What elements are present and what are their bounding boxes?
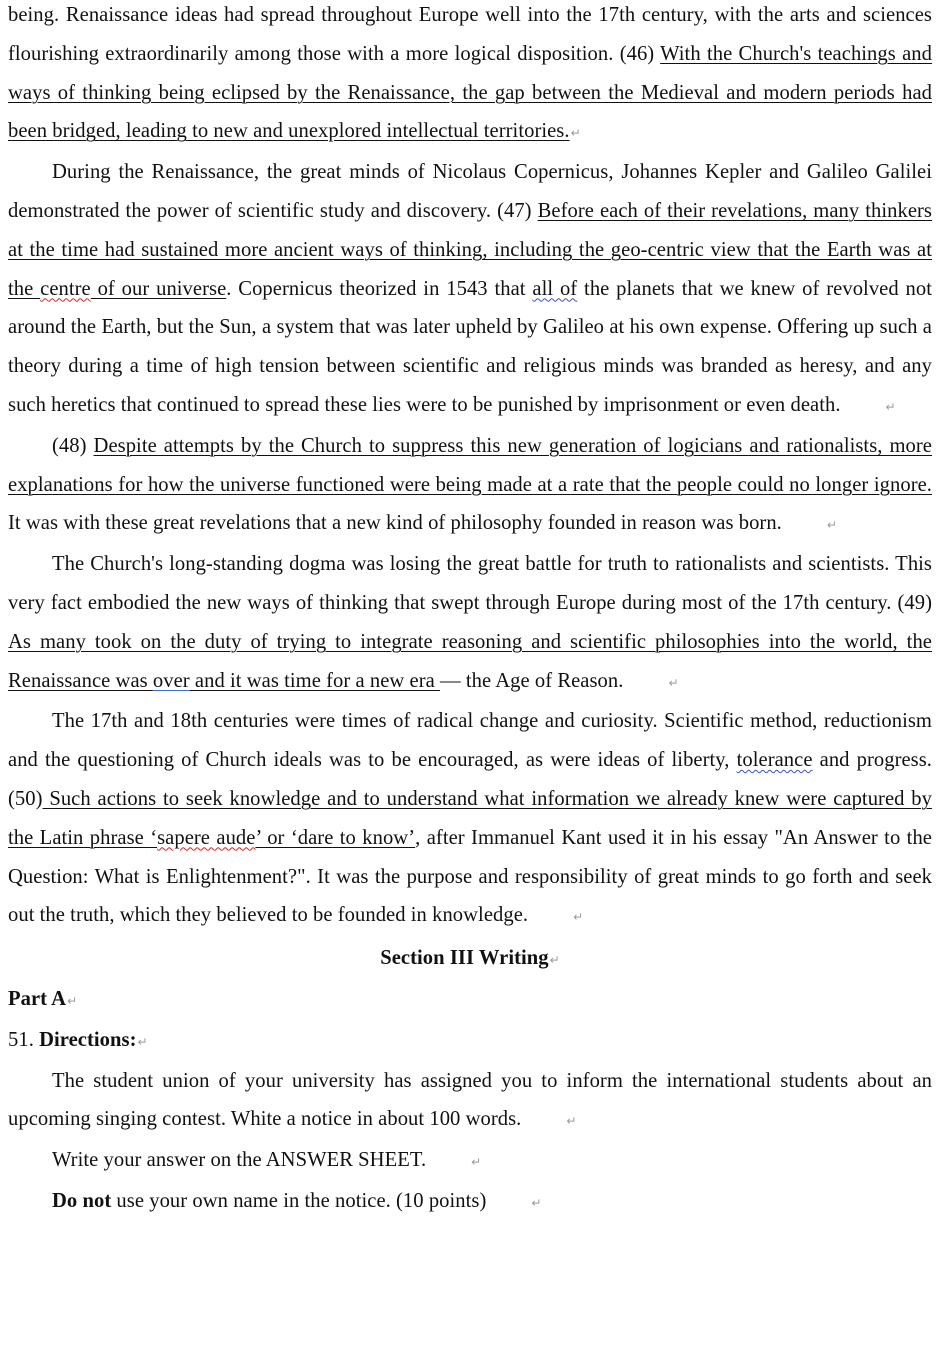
paragraph-great-minds: [8, 153, 932, 427]
section-heading-text: Section III Writing: [380, 947, 549, 970]
paragraph-mark-icon: ↵: [826, 518, 837, 533]
text-run: . Copernicus theorized in 1543 that: [226, 277, 533, 300]
name-warning-text: use your own name in the notice. (10 points): [111, 1189, 487, 1212]
paragraph-mark-icon: ↵: [137, 1034, 148, 1049]
text-run: The Church's long-standing dogma was losing the great battle for truth to rationalists and scientists. This very fact embodied the new ways of thinking that swept through Europe during most of the 17th century. (49): [8, 553, 932, 614]
paragraph-mark-icon: ↵: [885, 399, 896, 414]
text-run: During the Renaissance, the great minds of Nicolaus Copernicus, Johannes Kepler and Galileo Galilei demonstrated the power of scientific study and discovery. (47): [8, 161, 932, 222]
paragraph-mark-icon: ↵: [549, 953, 560, 968]
underlined-sentence: Such actions to seek knowledge and to understand what information we already knew were captured by the Latin phrase ‘: [8, 787, 932, 849]
text-run: , after Immanuel Kant used it in his essay "An Answer to the Question: What is Enlightenment?". It was the purpose and responsibility of great minds to go forth and seek out the truth, which they believed to be founded in knowledge.: [8, 826, 932, 927]
spelling-flagged-word: centre: [40, 277, 91, 300]
directions-body-text: The student union of your university has assigned you to inform the international students about an upcoming singing contest. White a notice in about 100 words.: [8, 1069, 932, 1131]
paragraph-renaissance-ideas: [8, 0, 932, 153]
underlined-sentence: and it was time for a new era: [189, 669, 440, 692]
spelling-flagged-word: sapere aude: [157, 826, 256, 849]
answer-instruction: [8, 1141, 932, 1182]
underlined-sentence: of our universe: [90, 277, 227, 300]
text-run: — the Age of Reason.: [440, 669, 624, 692]
grammar-flagged-word: all of: [532, 277, 578, 300]
text-run: the planets that we knew of revolved not around the Earth, but the Sun, a system that was later upheld by Galileo at his own expense. Offering up such a theory during a time of high tension between scientific and religious minds was branded as heresy, and any such heretics that continued to spread these lies were to be punished by imprisonment or even death.: [8, 277, 933, 416]
paragraph-mark-icon: ↵: [573, 910, 584, 925]
directions-body: [8, 1062, 932, 1142]
question-label: Directions:: [39, 1028, 137, 1051]
text-run: being. Renaissance ideas had spread throughout Europe well into the 17th century, with the arts and sciences flourishing extraordinarily among those with a more logical disposition. (46): [8, 4, 932, 65]
paragraph-mark-icon: ↵: [570, 126, 581, 141]
answer-instruction-text: Write your answer on the ANSWER SHEET.: [52, 1149, 427, 1172]
text-run: (48): [52, 434, 94, 457]
text-run: It was with these great revelations that a new kind of philosophy founded in reason was born.: [8, 512, 782, 535]
paragraph-mark-icon: ↵: [668, 675, 679, 690]
underlined-sentence: Before each of their revelations, many thinkers at the time had sustained more ancient ways of thinking, including the geo-centric view that the Earth was at the: [8, 199, 932, 300]
paragraph-mark-icon: ↵: [531, 1195, 542, 1210]
text-run: and progress. (50): [8, 749, 932, 810]
paragraph-mark-icon: ↵: [67, 993, 78, 1008]
question-heading: [8, 1021, 932, 1062]
paragraph-church-dogma: [8, 545, 932, 702]
underlined-sentence: With the Church's teachings and ways of thinking being eclipsed by the Renaissance, the gap between the Medieval and modern periods had been bridged, leading to new and unexplored intellectual territories.: [8, 42, 932, 143]
name-warning-bold: Do not: [52, 1189, 112, 1212]
paragraph-mark-icon: ↵: [471, 1155, 482, 1170]
underlined-sentence: ’ or ‘dare to know’: [255, 826, 416, 849]
text-run: The 17th and 18th centuries were times of radical change and curiosity. Scientific method, reductionism and the questioning of Church ideals was to be encouraged, as were ideas of liberty,: [8, 710, 932, 772]
underlined-sentence: As many took on the duty of trying to integrate reasoning and scientific philosophies into the world, the Renaissance was: [8, 630, 932, 692]
grammar-flagged-word: over: [152, 669, 190, 692]
grammar-flagged-word: tolerance: [736, 749, 813, 772]
paragraph-17th-18th-centuries: [8, 702, 932, 937]
question-number: 51.: [8, 1028, 40, 1051]
part-heading-text: Part A: [8, 987, 67, 1010]
paragraph-mark-icon: ↵: [566, 1114, 577, 1129]
underlined-sentence: Despite attempts by the Church to suppress this new generation of logicians and rationalists, more explanations for how the universe functioned were being made at a rate that the people could no longer ignore.: [8, 434, 932, 496]
paragraph-despite-attempts: [8, 427, 932, 545]
document-page: [8, 0, 932, 1223]
part-heading: [8, 980, 932, 1021]
section-heading: [8, 939, 932, 980]
name-warning: [8, 1182, 932, 1223]
